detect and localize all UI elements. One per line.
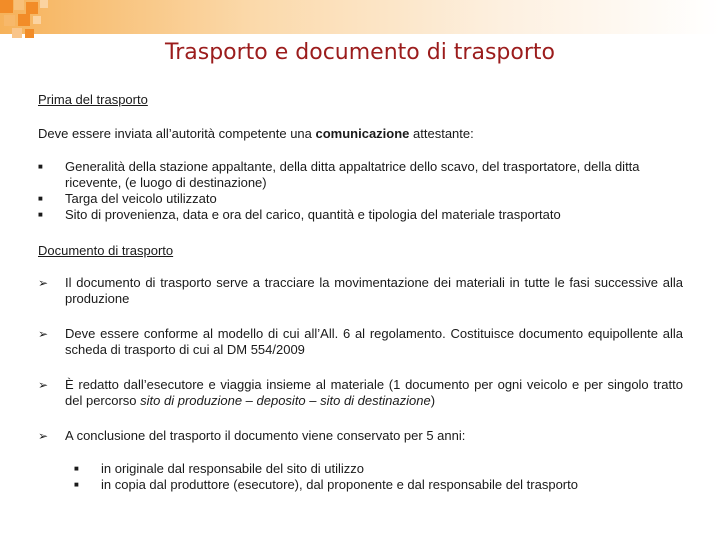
section-heading-prima: Prima del trasporto (38, 92, 148, 107)
list-item: ➢ Il documento di trasporto serve a tracciare la movimentazione dei materiali in tutte le fasi successive alla produzione (38, 275, 683, 306)
square-bullet-icon: ■ (74, 464, 79, 473)
arrow-bullet-icon: ➢ (38, 327, 49, 341)
square-bullet-icon: ■ (74, 480, 79, 489)
section-heading-documento: Documento di trasporto (38, 243, 174, 258)
square-bullet-icon: ■ (38, 162, 43, 171)
arrow-bullet-icon: ➢ (38, 429, 49, 443)
arrow-bullet-icon: ➢ (38, 276, 49, 290)
header-gradient-bar (0, 0, 720, 34)
list-item: ➢ È redatto dall’esecutore e viaggia insieme al materiale (1 documento per ogni veicolo e per singolo tratto del percorso sito di produzione – deposito – sito di destinazione) (38, 377, 683, 408)
slide-title: Trasporto e documento di trasporto (165, 40, 555, 65)
list-item: ■ in copia dal produttore (esecutore), dal proponente e dal responsabile del trasporto (74, 477, 578, 492)
square-bullet-icon: ■ (38, 194, 43, 203)
list-item: ➢ A conclusione del trasporto il documento viene conservato per 5 anni: (38, 428, 466, 443)
bullet-list (38, 159, 683, 223)
list-item: ■ Generalità della stazione appaltante, della ditta appaltatrice dello scavo, del trasportatore, della ditta ricevente, (e luogo di destinazione) (38, 159, 640, 190)
list-item: ■ Sito di provenienza, data e ora del carico, quantità e tipologia del materiale trasportato (38, 207, 561, 222)
arrow-bullet-icon: ➢ (38, 378, 49, 392)
intro-paragraph: Deve essere inviata all’autorità competente una comunicazione attestante: (38, 126, 474, 141)
list-item: ➢ Deve essere conforme al modello di cui all’All. 6 al regolamento. Costituisce documento equipollente alla scheda di trasporto di cui al DM 554/2009 (38, 326, 683, 357)
slide-content (38, 92, 683, 493)
list-item: ■ Targa del veicolo utilizzato (38, 191, 217, 206)
sub-list (38, 461, 683, 493)
square-bullet-icon: ■ (38, 210, 43, 219)
list-item: ■ in originale dal responsabile del sito di utilizzo (74, 461, 365, 476)
